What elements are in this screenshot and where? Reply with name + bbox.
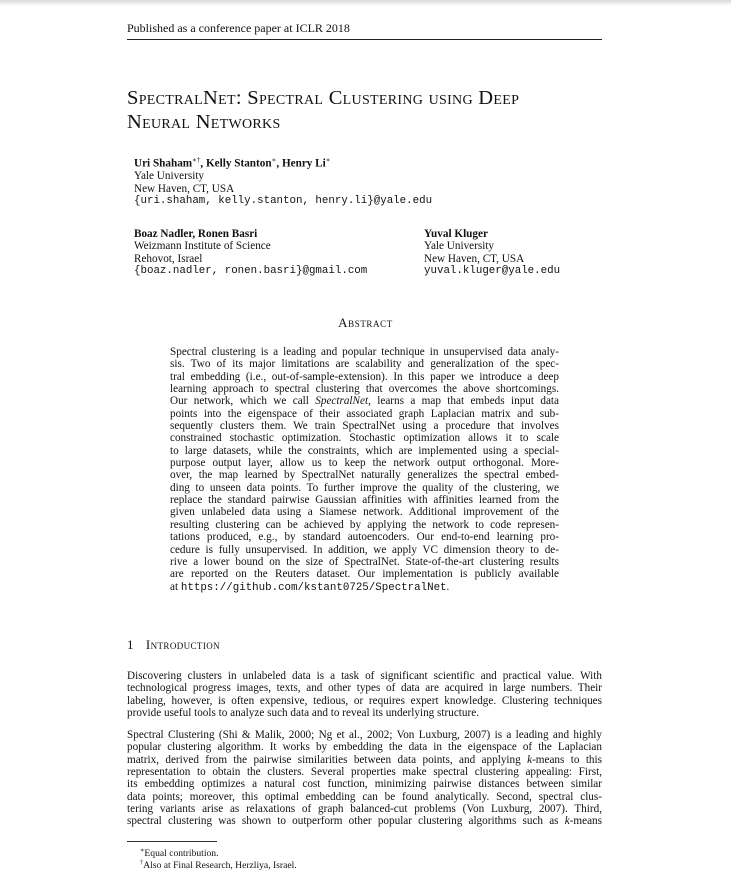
abstract-line: given unlabeled data using a Siamese network. Additional improvement of the	[170, 506, 559, 519]
abstract-line: cedure is fully unsupervised. In addition, we apply VC dimension theory to de-	[170, 543, 559, 556]
abstract-line: Our network, which we call SpectralNet, learns a map that embeds input data	[170, 395, 559, 408]
author-affiliation: Yale University	[134, 170, 205, 183]
title-line-2: Neural Networks	[127, 111, 281, 133]
abstract-line: purpose output layer, allow us to keep the network output orthogonal. More-	[170, 457, 559, 470]
body-line: tering variants arise as relaxations of graph balanced-cut problems (Von Luxburg, 2007). Third,	[127, 803, 602, 816]
author-names: Boaz Nadler, Ronen Basri	[134, 228, 258, 240]
abstract-line: to large datasets, while the constraints, which are implemented using a special-	[170, 444, 559, 457]
author-email: {boaz.nadler, ronen.basri}@gmail.com	[134, 265, 368, 278]
body-line: data points; moreover, this optimal embedding can be found analytically. Second, spectral clus-	[127, 790, 602, 803]
repo-link[interactable]: https://github.com/kstant0725/SpectralNet	[180, 581, 447, 594]
footnote-rule	[127, 841, 217, 842]
footnote-2: †Also at Final Research, Herzliya, Israel.	[140, 859, 297, 872]
author-block-weizmann	[134, 228, 367, 278]
abstract-line: at https://github.com/kstant0725/SpectralNet.	[170, 580, 450, 594]
abstract-line: tations produced, e.g., by standard autoencoders. Our end-to-end learning pro-	[170, 531, 559, 544]
paper-title	[127, 86, 627, 134]
abstract-line: sis. Two of its major limitations are scalability and generalization of the spec-	[170, 358, 559, 371]
abstract-line: ding to unseen data points. To further improve the quality of the clustering, we	[170, 481, 559, 494]
author-block-yale-1	[134, 154, 432, 207]
body-line: labeling, however, is often expensive, tedious, or requires expert knowledge. Clustering techniques	[127, 694, 602, 707]
window-top-shadow	[0, 0, 731, 6]
abstract-line: replace the standard pairwise Gaussian affinities with affinities learned from the	[170, 494, 559, 507]
body-line: popular clustering algorithm. It works by embedding the data in the eigenspace of the Laplacian	[127, 741, 602, 754]
author-address: Rehovot, Israel	[134, 252, 203, 265]
body-line: representation to obtain the clusters. Several properties make spectral clustering appealing: First,	[127, 766, 602, 779]
intro-paragraph-1	[127, 670, 602, 719]
body-line: matrix, derived from the pairwise similarities between data points, and applying k-means to this	[127, 753, 602, 766]
author-names: Yuval Kluger	[424, 228, 488, 240]
author-address: New Haven, CT, USA	[134, 182, 235, 195]
body-line: Spectral Clustering (Shi & Malik, 2000; Ng et al., 2002; Von Luxburg, 2007) is a leading and highly	[127, 729, 602, 741]
author-names: Uri Shaham∗†, Kelly Stanton∗, Henry Li∗	[134, 156, 331, 170]
abstract-body	[170, 346, 559, 594]
body-line: provide useful tools to analyze such data and to reveal its underlying structure.	[127, 707, 479, 720]
author-email: {uri.shaham, kelly.stanton, henry.li}@yale.edu	[134, 194, 433, 207]
author-affiliation: Yale University	[424, 240, 495, 253]
body-line: its embedding optimizes a natural cost function, minimizing pairwise distances between similar	[127, 778, 602, 791]
section-title: Introduction	[145, 637, 221, 652]
title-line-1: SpectralNet: Spectral Clustering using Deep	[127, 87, 520, 109]
abstract-line: tral embedding (i.e., out-of-sample-extension). In this paper we introduce a deep	[170, 370, 559, 383]
abstract-line: points into the eigenspace of their associated graph Laplacian matrix and sub-	[170, 407, 559, 420]
section-number: 1	[127, 637, 134, 652]
author-address: New Haven, CT, USA	[424, 252, 525, 265]
abstract-line: are reported on the Reuters dataset. Our implementation is publicly available	[170, 568, 559, 581]
abstract-line: resulting clustering can be achieved by applying the network to code represen-	[170, 518, 559, 531]
author-block-yale-2	[424, 228, 560, 278]
body-line: spectral clustering was shown to outperform other popular clustering algorithms such as k-means	[127, 815, 602, 828]
abstract-line: rive a lower bound on the size of SpectralNet. State-of-the-art clustering results	[170, 555, 559, 568]
author-email: yuval.kluger@yale.edu	[424, 265, 561, 278]
section-heading-introduction	[127, 637, 220, 653]
abstract-line: Spectral clustering is a leading and popular technique in unsupervised data analy-	[170, 346, 559, 358]
body-line: Discovering clusters in unlabeled data is a task of significant scientific and practical value. With	[127, 670, 602, 682]
abstract-line: sequently clusters them. We train SpectralNet using a procedure that involves	[170, 420, 559, 433]
author-affiliation: Weizmann Institute of Science	[134, 240, 271, 253]
footnote-1: ∗Equal contribution.	[140, 847, 219, 860]
abstract-line: constrained stochastic optimization. Stochastic optimization allows it to scale	[170, 432, 559, 445]
abstract-heading: Abstract	[338, 315, 393, 330]
intro-paragraph-2	[127, 729, 602, 828]
abstract-line: learning approach to spectral clustering that overcomes the above shortcomings.	[170, 383, 559, 396]
abstract-line: over, the map learned by SpectralNet naturally generalizes the spectral embed-	[170, 469, 559, 482]
running-header: Published as a conference paper at ICLR 2018	[127, 21, 602, 40]
body-line: technological progress images, texts, and other types of data are acquired in large numbers. Their	[127, 682, 602, 695]
